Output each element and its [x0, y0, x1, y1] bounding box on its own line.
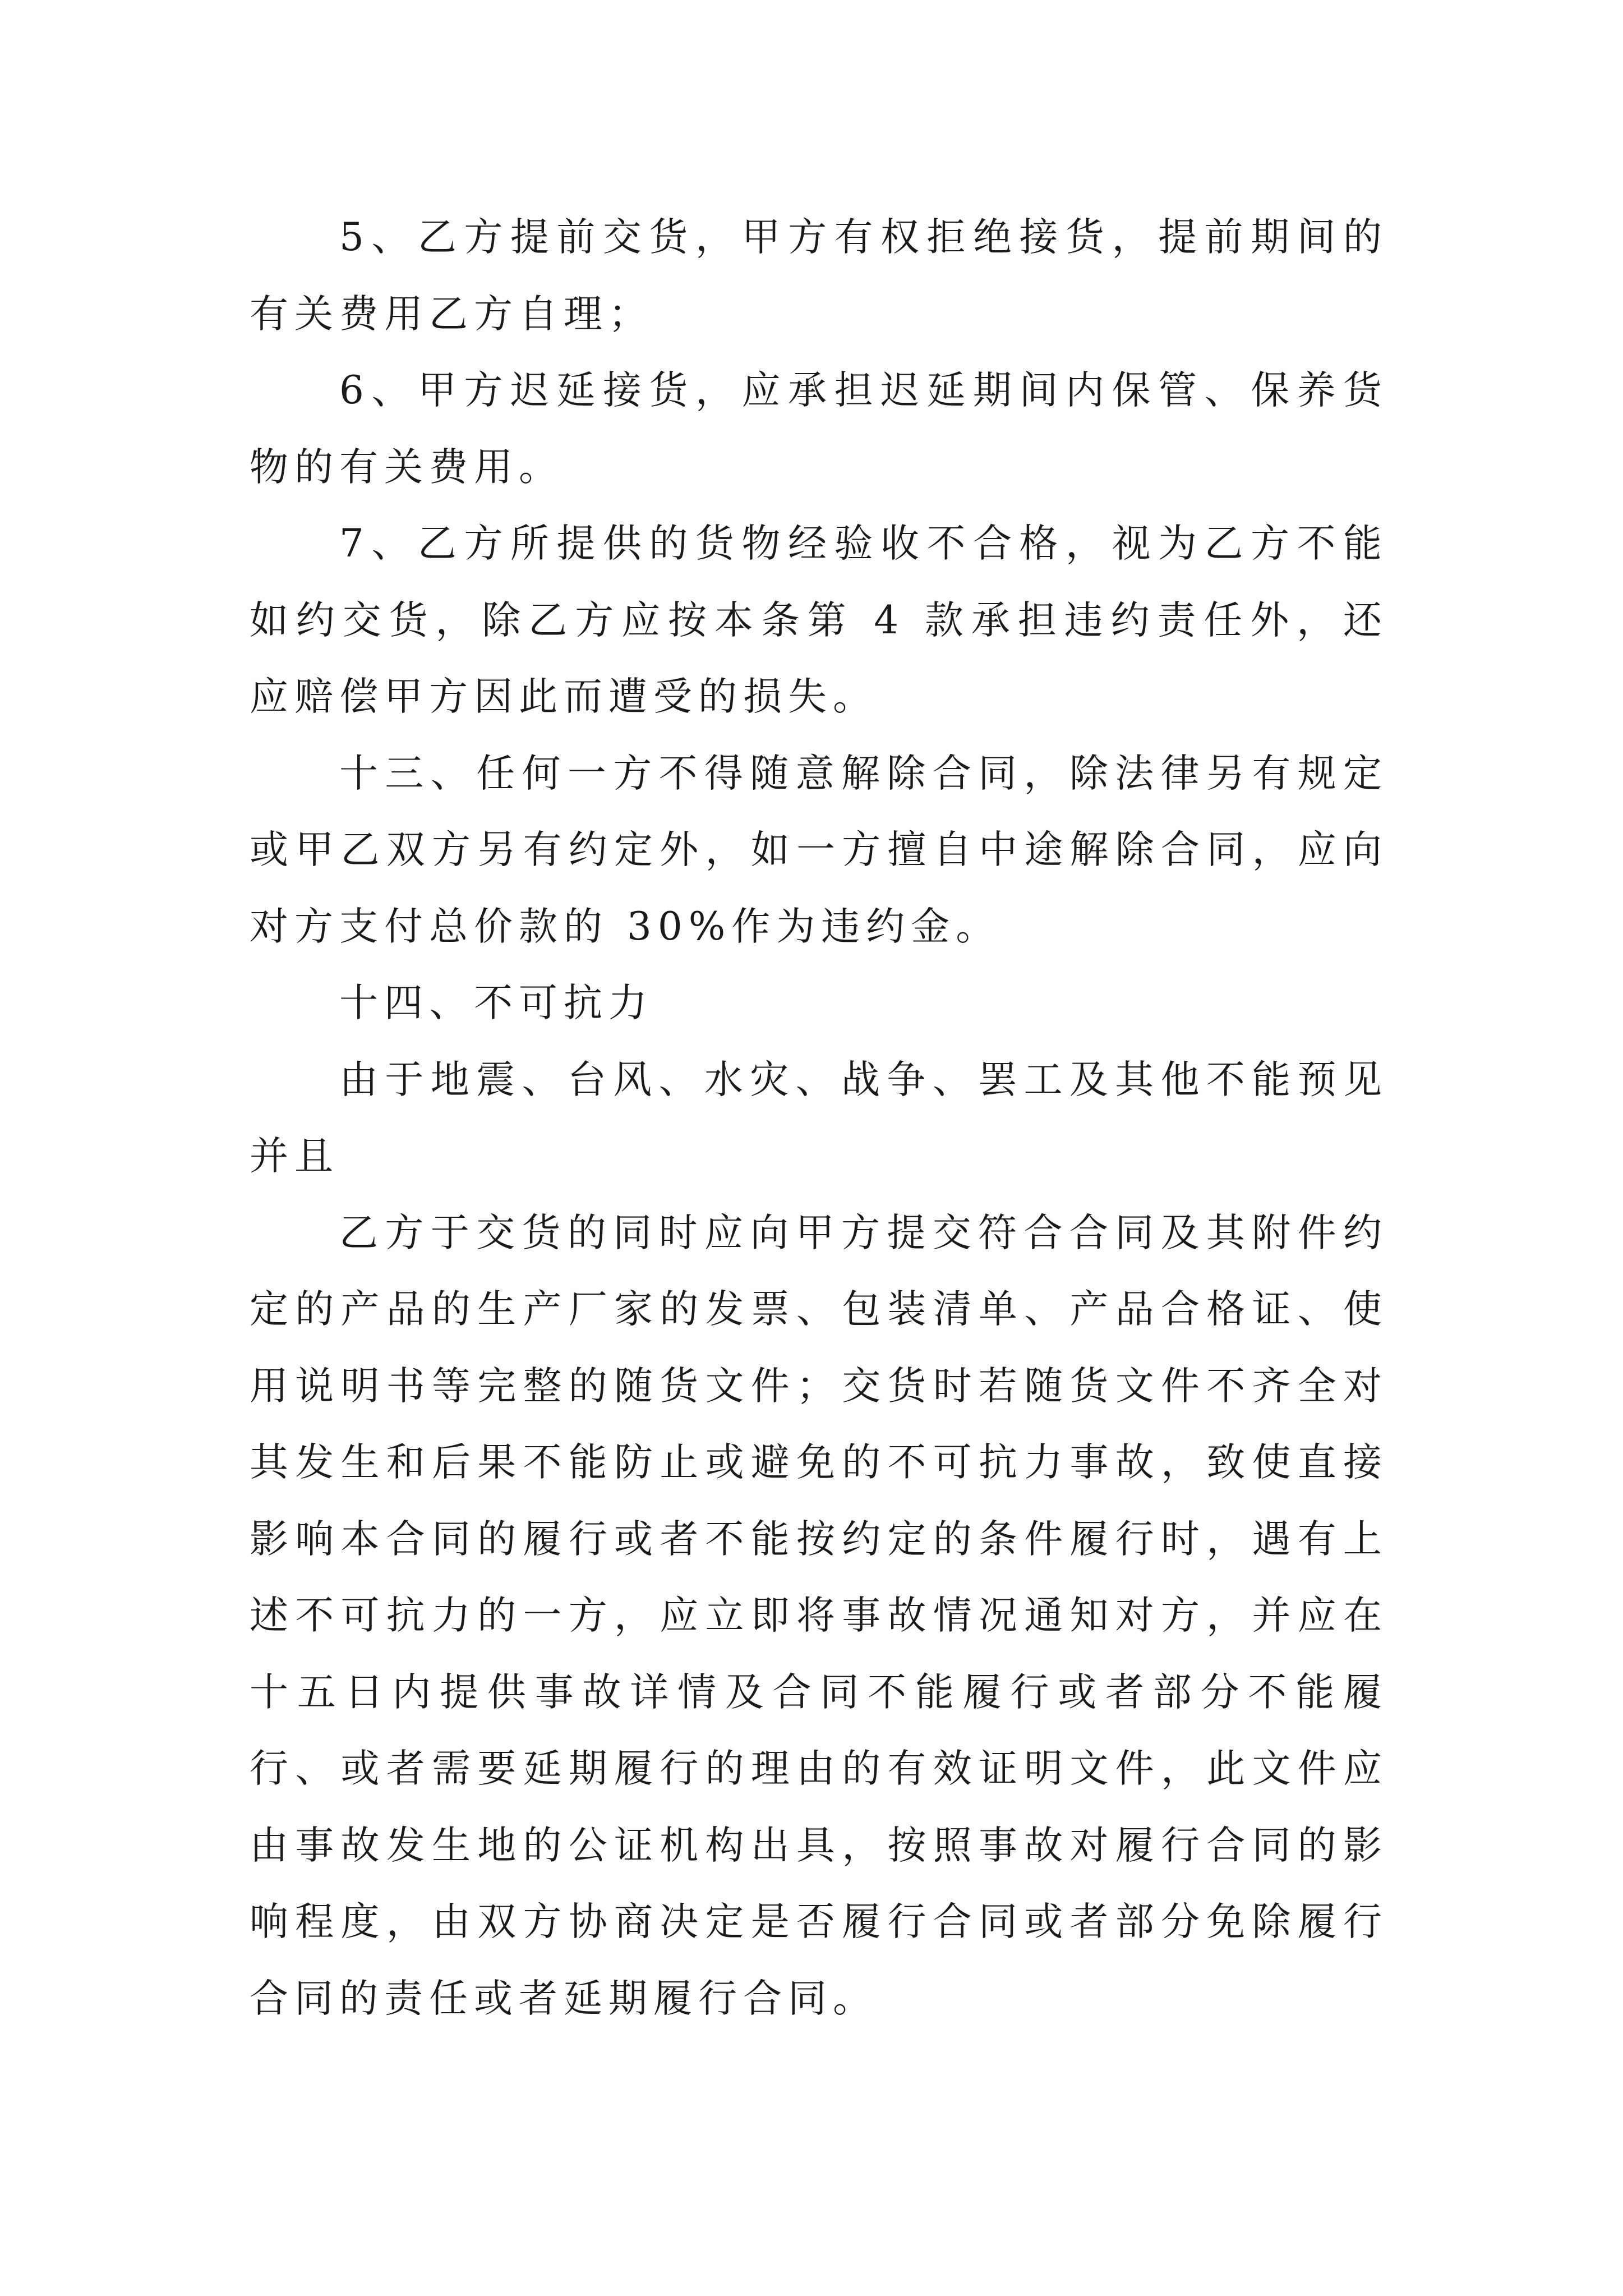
clause-6-delayed-acceptance: 6、甲方迟延接货，应承担迟延期间内保管、保养货物的有关费用。: [250, 368, 1388, 490]
clause-14-body: 乙方于交货的同时应向甲方提交符合合同及其附件约定的产品的生产厂家的发票、包装清单、产品合格证、使用说明书等完整的随货文件；交货时若随货文件不齐全对其发生和后果不能防止或避免的不可抗力事故，致使直接影响本合同的履行或者不能按约定的条件履行时，遇有上述不可抗力的一方，应立即将事故情况通知对方，并应在十五日内提供事故详情及合同不能履行或者部分不能履行、或者需要延期履行的理由的有效证明文件，此文件应由事故发生地的公证机构出具，按照事故对履行合同的影响程度，由双方协商决定是否履行合同或者部分免除履行合同的责任或者延期履行合同。: [250, 1210, 1388, 2021]
clause-5-early-delivery: 5、乙方提前交货，甲方有权拒绝接货，提前期间的有关费用乙方自理；: [250, 215, 1388, 337]
clause-7-failed-inspection: 7、乙方所提供的货物经验收不合格，视为乙方不能如约交货，除乙方应按本条第 4 款承担违约责任外，还应赔偿甲方因此而遭受的损失。: [250, 521, 1388, 719]
clause-14-intro: 由于地震、台风、水灾、战争、罢工及其他不能预见并且: [250, 1057, 1388, 1179]
clause-13-termination: 十三、任何一方不得随意解除合同，除法律另有规定或甲乙双方另有约定外，如一方擅自中途解除合同，应向对方支付总价款的 30%作为违约金。: [250, 751, 1388, 949]
clause-14-heading: 十四、不可抗力: [339, 981, 653, 1025]
document-body: [250, 199, 1388, 2037]
